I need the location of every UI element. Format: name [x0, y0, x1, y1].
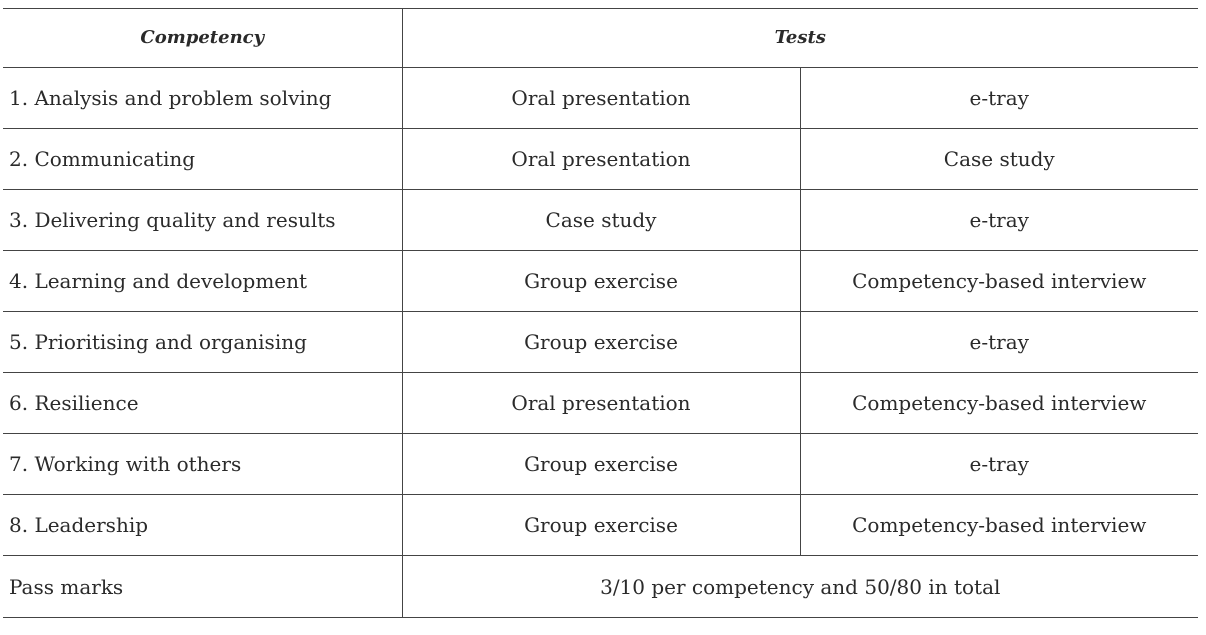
competency-cell: 3. Delivering quality and results: [3, 190, 402, 251]
competency-cell: 6. Resilience: [3, 373, 402, 434]
test-1-cell: Oral presentation: [402, 68, 800, 129]
test-1-cell: Case study: [402, 190, 800, 251]
test-2-cell: Competency-based interview: [800, 373, 1198, 434]
pass-marks-label: Pass marks: [3, 556, 402, 618]
test-1-cell: Oral presentation: [402, 373, 800, 434]
competency-tests-table: [3, 8, 1198, 618]
test-2-cell: e-tray: [800, 190, 1198, 251]
pass-marks-value: 3/10 per competency and 50/80 in total: [402, 556, 1198, 618]
test-1-cell: Oral presentation: [402, 129, 800, 190]
pass-marks-row: [3, 556, 1198, 618]
competency-tests-table-container: [3, 8, 1198, 618]
header-competency: Competency: [3, 9, 402, 68]
header-row: [3, 9, 1198, 68]
competency-cell: 1. Analysis and problem solving: [3, 68, 402, 129]
table-row: [3, 251, 1198, 312]
test-2-cell: Competency-based interview: [800, 495, 1198, 556]
competency-cell: 7. Working with others: [3, 434, 402, 495]
test-2-cell: Case study: [800, 129, 1198, 190]
table-row: [3, 373, 1198, 434]
test-2-cell: e-tray: [800, 434, 1198, 495]
competency-cell: 4. Learning and development: [3, 251, 402, 312]
table-row: [3, 495, 1198, 556]
test-1-cell: Group exercise: [402, 495, 800, 556]
table-row: [3, 434, 1198, 495]
competency-cell: 8. Leadership: [3, 495, 402, 556]
table-row: [3, 312, 1198, 373]
test-1-cell: Group exercise: [402, 434, 800, 495]
test-2-cell: e-tray: [800, 68, 1198, 129]
test-1-cell: Group exercise: [402, 312, 800, 373]
test-1-cell: Group exercise: [402, 251, 800, 312]
table-row: [3, 68, 1198, 129]
header-tests: Tests: [402, 9, 1198, 68]
table-row: [3, 129, 1198, 190]
competency-cell: 2. Communicating: [3, 129, 402, 190]
competency-cell: 5. Prioritising and organising: [3, 312, 402, 373]
test-2-cell: Competency-based interview: [800, 251, 1198, 312]
test-2-cell: e-tray: [800, 312, 1198, 373]
table-row: [3, 190, 1198, 251]
